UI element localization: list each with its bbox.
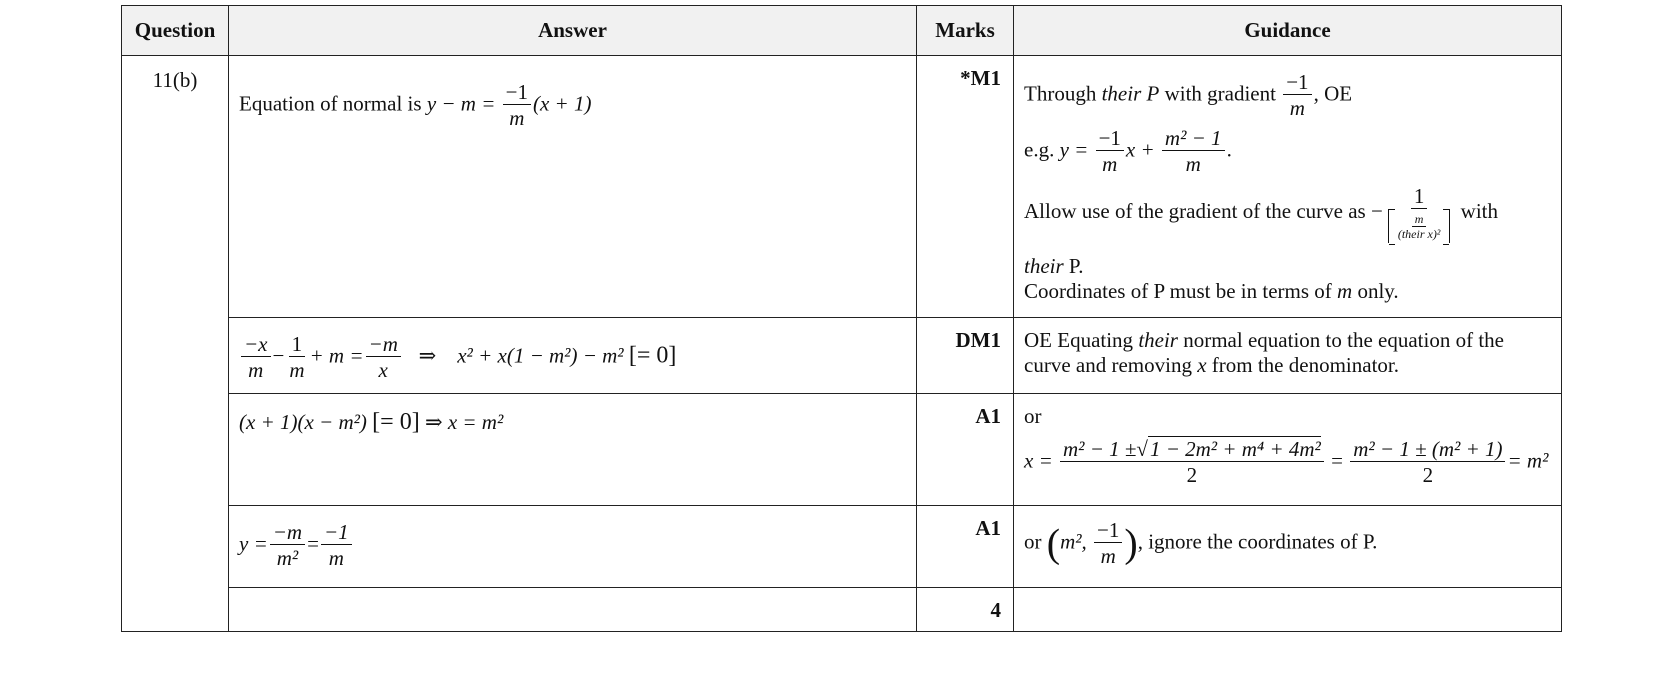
header-answer: Answer xyxy=(229,6,917,56)
header-row xyxy=(122,6,1562,56)
answer-cell: Equation of normal is y − m = $\frac{-1}{m}$ (x + 1) xyxy=(229,56,917,318)
answer-cell: (x + 1)(x − m²) [= 0] ⇒ x = m² xyxy=(229,394,917,506)
guidance-cell: OE Equating their normal equation to the equation of the curve and removing x from the denominator. xyxy=(1014,318,1562,394)
answer-cell xyxy=(229,588,917,632)
guidance-cell: or (m², $\frac{-1}{m}$ ), ignore the coordinates of P. xyxy=(1014,506,1562,588)
mark-cell: A1 xyxy=(917,394,1014,506)
mark-cell: A1 xyxy=(917,506,1014,588)
table-row xyxy=(122,394,1562,506)
header-marks: Marks xyxy=(917,6,1014,56)
answer-cell: y = $\frac{-m}{\text{m²}}$ = $\frac{-1}{m}$ xyxy=(229,506,917,588)
total-mark-cell: 4 xyxy=(917,588,1014,632)
header-guidance: Guidance xyxy=(1014,6,1562,56)
table-row xyxy=(122,506,1562,588)
table-row xyxy=(122,588,1562,632)
guidance-cell xyxy=(1014,588,1562,632)
mark-cell: DM1 xyxy=(917,318,1014,394)
table-row xyxy=(122,318,1562,394)
guidance-cell: Through their P with gradient $\frac{-1}{m}$ , OE e.g. y = $\frac{-1}{m}$ x + $\frac{\text{m² − 1}}{m}$ . Allow use of the gradient of the curve as − $\frac{1}{\frac{m}{\text{(their x)²}}}$ with their P. Coordinates of P must be in terms of m only. xyxy=(1014,56,1562,318)
guidance-cell: or x = $\frac{\text{m² − 1 ±√1 − 2m² + m⁴ + 4m²}}{2}$ = $\frac{\text{m² − 1 ± (m² + 1)}}{2}$ = m² xyxy=(1014,394,1562,506)
question-number: 11(b) xyxy=(122,56,229,632)
header-question: Question xyxy=(122,6,229,56)
table-row xyxy=(122,56,1562,318)
mark-scheme-table xyxy=(121,5,1562,632)
mark-cell: *M1 xyxy=(917,56,1014,318)
answer-cell: $\frac{-x}{m}$ − $\frac{1}{m}$ + m = $\frac{-m}{x}$ ⇒ x² + x(1 − m²) − m² [= 0] xyxy=(229,318,917,394)
